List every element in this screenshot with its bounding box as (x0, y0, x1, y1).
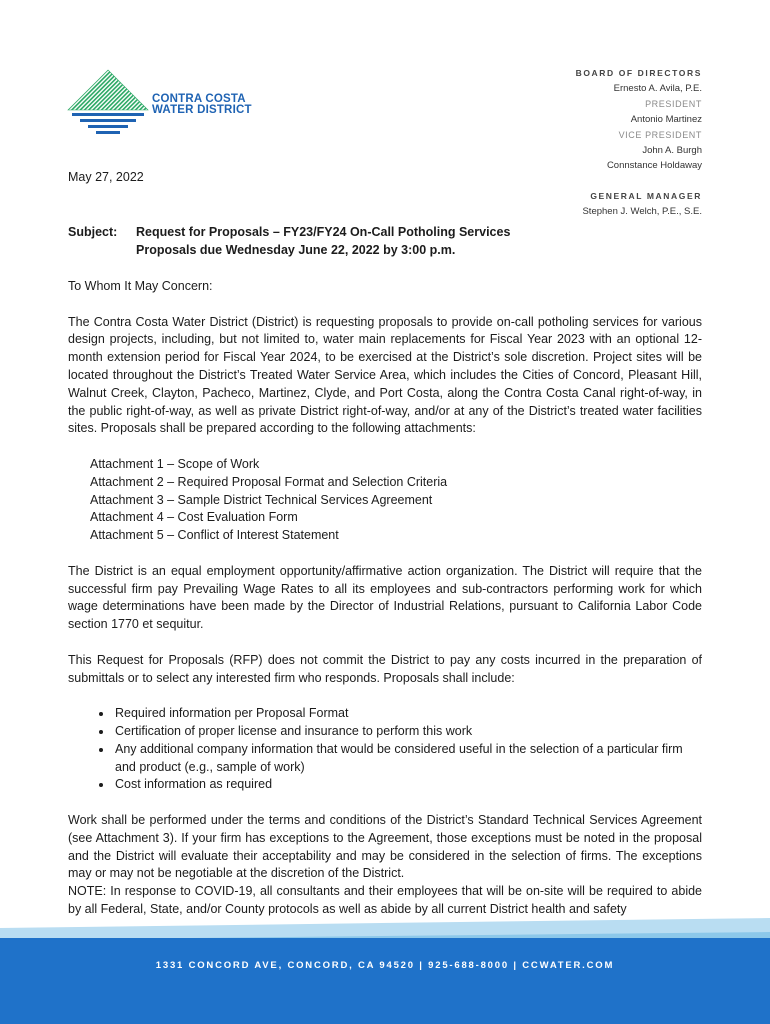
salutation: To Whom It May Concern: (68, 279, 213, 293)
board-member-name: Connstance Holdaway (606, 160, 702, 172)
attachment-item: Attachment 5 – Conflict of Interest Statement (90, 528, 339, 543)
board-member-role: VICE PRESIDENT (618, 129, 702, 140)
board-of-directors (576, 66, 702, 220)
subject-line: Request for Proposals – FY23/FY24 On-Call Potholing Services (136, 225, 511, 239)
list-item: • Cost information as required (113, 776, 702, 794)
paragraph-intro: The Contra Costa Water District (District) is requesting proposals to provide on-call potholing services for various design projects, including, but not limited to, water main replacements for Fiscal Year 2023 with an optional 12-month extension period for Fiscal Year 2024, to be exercised at the District’s sole discretion. Project sites will be located throughout the District’s Treated Water Service Area, which includes the Cities of Concord, Pleasant Hill, Walnut Creek, Clayton, Pacheco, Martinez, Clyde, and Port Costa, along the Contra Costa Canal right-of-way, in the public right-of-way, as well as private District right-of-way, and/or at any of the District’s treated water facilities sites. Proposals shall be prepared according to the following attachments: (68, 314, 702, 436)
org-name (152, 94, 252, 116)
org-name-line1: CONTRA COSTA (152, 93, 246, 105)
board-member-name: Ernesto A. Avila, P.E. (613, 83, 702, 95)
list-item: • Required information per Proposal Format (113, 705, 702, 723)
list-item: • Any additional company information that would be considered useful in the selection of a particular firm and product (e.g., sample of work) (113, 741, 702, 777)
paragraph-covid-note: NOTE: In response to COVID-19, all consultants and their employees that will be on-site will be required to abide by all Federal, State, and/or County protocols as well as abide by all current District health and safety (68, 884, 702, 916)
attachment-item: Attachment 4 – Cost Evaluation Form (90, 510, 298, 525)
paragraph-eeo: The District is an equal employment opportunity/affirmative action organization. The District will require that the successful firm pay Prevailing Wage Rates to all its employees and sub-contractors performing work for which wage determinations have been made by the Director of Industrial Relations, pursuant to California Labor Code section 1770 et sequitur. (68, 563, 702, 632)
paragraph-agreement: Work shall be performed under the terms and conditions of the District’s Standard Technical Services Agreement (see Attachment 3). If your firm has exceptions to the Agreement, those exceptions must be noted in the proposal and the District will evaluate their acceptability and may be considered in the selection of firms. The exceptions may or may not be negotiable at the discretion of the District. (68, 812, 702, 881)
letter-body (68, 278, 702, 919)
district-logo (66, 68, 266, 140)
gm-heading: GENERAL MANAGER (590, 190, 702, 201)
gm-name: Stephen J. Welch, P.E., S.E. (582, 206, 702, 218)
attachment-item: Attachment 1 – Scope of Work (90, 456, 260, 471)
subject-label: Subject: (68, 225, 118, 239)
board-member-name: John A. Burgh (642, 145, 702, 157)
paragraph-rfp-terms: This Request for Proposals (RFP) does not commit the District to pay any costs incurred in the preparation of submittals or to select any interested firm who responds. Proposals shall include: (68, 652, 702, 685)
org-name-line2: WATER DISTRICT (152, 104, 252, 116)
letter-date: May 27, 2022 (68, 170, 144, 184)
list-item: • Certification of proper license and insurance to perform this work (113, 723, 702, 741)
subject-due-line: Proposals due Wednesday June 22, 2022 by 3:00 p.m. (136, 243, 456, 257)
proposal-requirements-list (68, 705, 702, 794)
attachment-item: Attachment 2 – Required Proposal Format and Selection Criteria (90, 474, 448, 489)
logo-mountain-water-icon (66, 68, 150, 140)
board-heading: BOARD OF DIRECTORS (575, 68, 702, 78)
board-member-role: PRESIDENT (645, 98, 702, 109)
footer-bar (0, 938, 770, 1024)
attachment-item: Attachment 3 – Sample District Technical Services Agreement (90, 492, 433, 507)
footer-address: 1331 CONCORD AVE, CONCORD, CA 94520 | 925-688-8000 | CCWATER.COM (155, 960, 615, 971)
board-member-name: Antonio Martinez (630, 114, 702, 126)
